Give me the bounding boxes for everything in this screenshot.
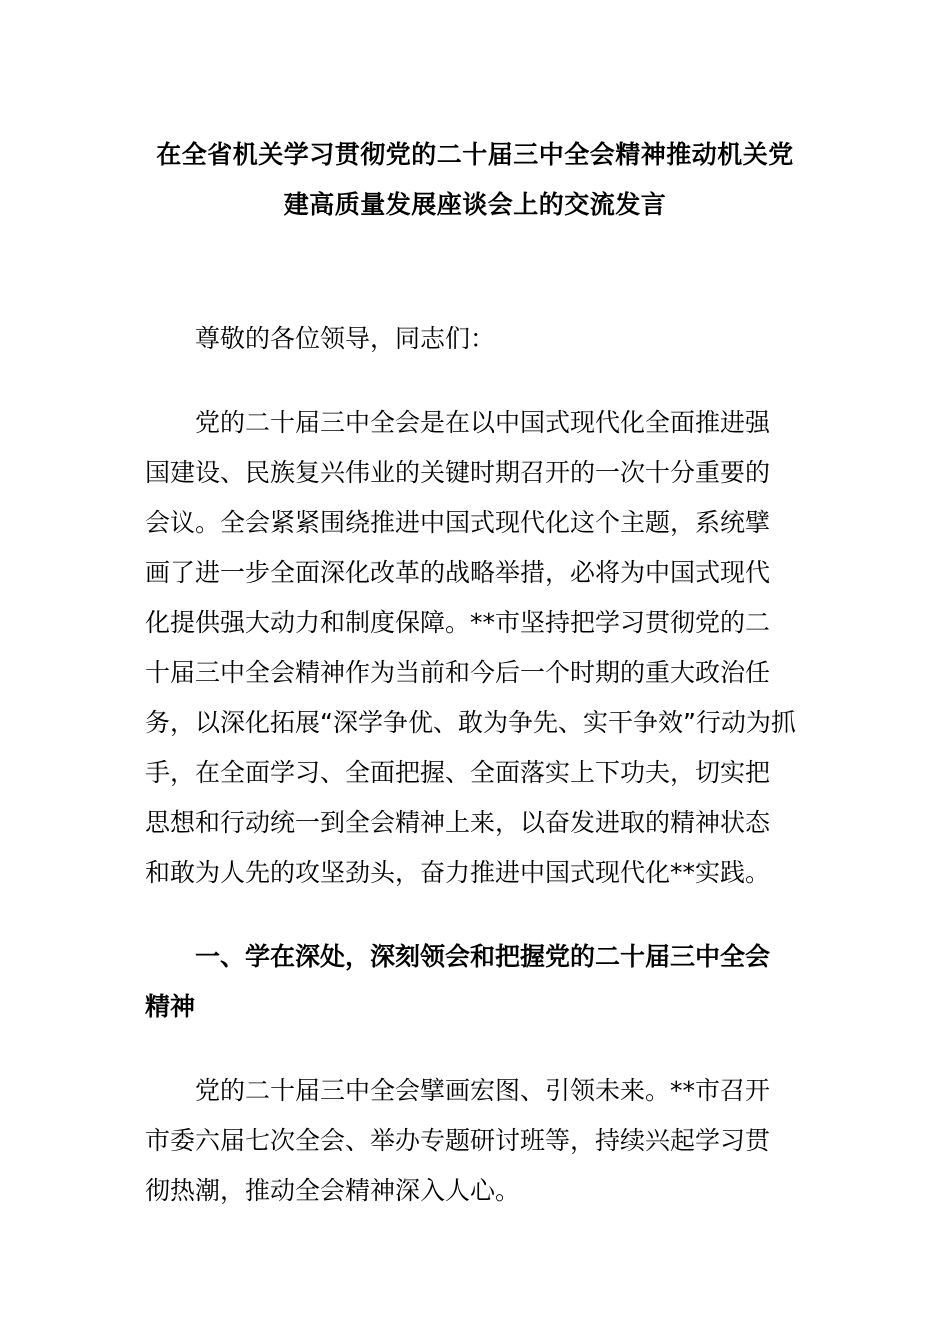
- paragraph-line: 十届三中全会精神作为当前和今后一个时期的重大政治任: [145, 658, 771, 687]
- paragraph-line: 党的二十届三中全会是在以中国式现代化全面推进强: [195, 408, 771, 437]
- salutation: 尊敬的各位领导，同志们：: [195, 324, 496, 353]
- title-line: 建高质量发展座谈会上的交流发言: [283, 190, 667, 219]
- heading-line: 精神: [145, 992, 196, 1021]
- document-title: [145, 130, 805, 230]
- heading-line: 一、学在深处，深刻领会和把握党的二十届三中全会: [195, 942, 771, 971]
- paragraph-line: 化提供强大动力和制度保障。**市坚持把学习贯彻党的二: [145, 608, 771, 637]
- paragraph-line: 国建设、民族复兴伟业的关键时期召开的一次十分重要的: [145, 458, 771, 487]
- paragraph-line: 画了进一步全面深化改革的战略举措，必将为中国式现代: [145, 558, 771, 587]
- paragraph-intro: [145, 398, 805, 898]
- section-heading-1: [145, 932, 805, 1032]
- paragraph-line: 思想和行动统一到全会精神上来，以奋发进取的精神状态: [145, 808, 771, 837]
- paragraph-line: 手，在全面学习、全面把握、全面落实上下功夫，切实把: [145, 758, 771, 787]
- paragraph-line: 会议。全会紧紧围绕推进中国式现代化这个主题，系统擘: [145, 508, 771, 537]
- paragraph-section-1: [145, 1066, 805, 1216]
- paragraph-line: 务，以深化拓展“深学争优、敢为争先、实干争效”行动为抓: [145, 708, 796, 737]
- paragraph-line: 市委六届七次全会、举办专题研讨班等，持续兴起学习贯: [145, 1126, 771, 1155]
- title-line: 在全省机关学习贯彻党的二十届三中全会精神推动机关党: [156, 140, 794, 169]
- paragraph-line: 和敢为人先的攻坚劲头，奋力推进中国式现代化**实践。: [145, 858, 771, 887]
- paragraph-line: 彻热潮，推动全会精神深入人心。: [145, 1176, 521, 1205]
- paragraph-line: 党的二十届三中全会擘画宏图、引领未来。**市召开: [195, 1076, 771, 1105]
